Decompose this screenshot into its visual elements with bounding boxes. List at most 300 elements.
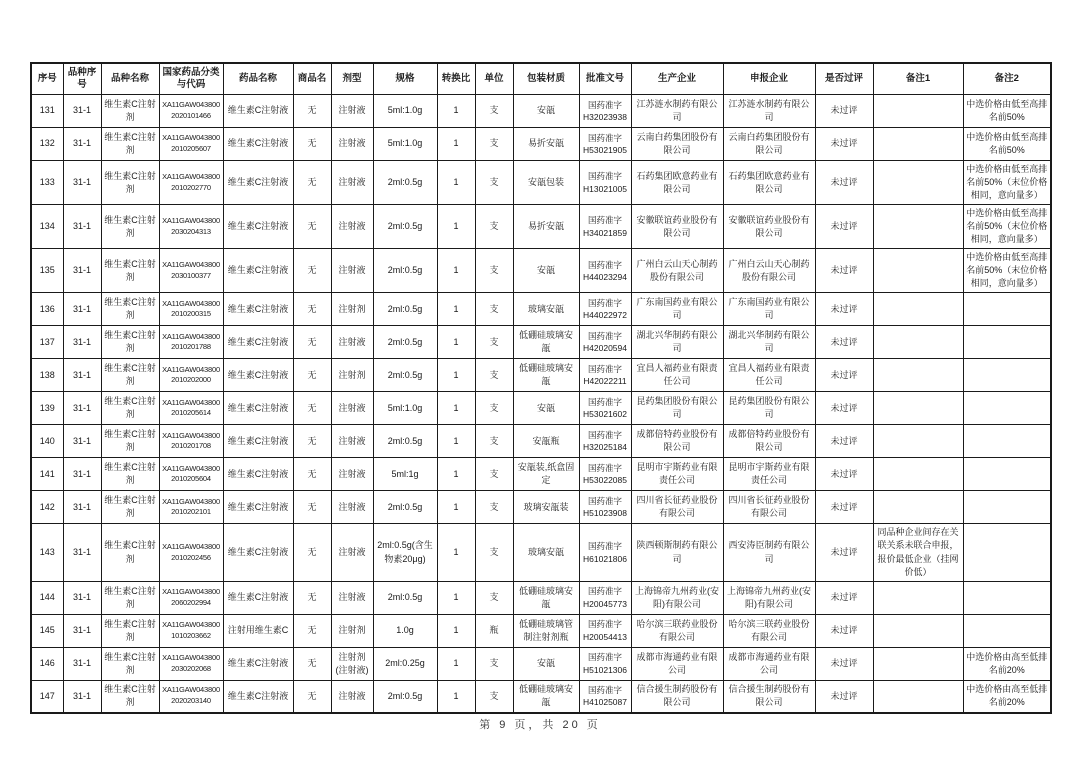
table-cell: 2ml:0.5g (373, 293, 437, 326)
table-cell (873, 680, 963, 713)
table-cell: 国药准字H42022211 (579, 359, 631, 392)
table-cell: 注射剂(注射液) (331, 647, 373, 680)
table-cell: 未过评 (815, 95, 873, 128)
table-cell: 维生素C注射液 (223, 524, 293, 581)
table-cell: 国药准字H53021905 (579, 128, 631, 161)
table-cell (873, 491, 963, 524)
table-cell: 维生素C注射液 (223, 458, 293, 491)
table-cell: 无 (293, 491, 331, 524)
table-cell: 支 (475, 647, 513, 680)
table-cell: 维生素C注射剂 (101, 425, 159, 458)
table-cell: 2ml:0.5g (373, 491, 437, 524)
table-cell: 1 (437, 647, 475, 680)
table-cell: 中选价格由低至高排名前50%（末位价格相同，意向量多） (963, 205, 1051, 249)
table-cell: 31-1 (63, 614, 101, 647)
table-cell: 31-1 (63, 205, 101, 249)
table-cell: 维生素C注射剂 (101, 95, 159, 128)
table-cell: 昆明市宇斯药业有限责任公司 (723, 458, 815, 491)
table-cell (963, 581, 1051, 614)
table-cell: XA11GAW043800 2010201708 (159, 425, 223, 458)
table-cell: XA11GAW043800 2030202068 (159, 647, 223, 680)
table-cell: 无 (293, 680, 331, 713)
table-cell (873, 326, 963, 359)
table-cell: 国药准字H34021859 (579, 205, 631, 249)
table-cell: 1 (437, 614, 475, 647)
table-cell: 维生素C注射剂 (101, 326, 159, 359)
table-cell: 未过评 (815, 524, 873, 581)
table-cell (873, 161, 963, 205)
table-cell: 西安涛臣制药有限公司 (723, 524, 815, 581)
table-cell: 142 (31, 491, 63, 524)
table-cell: 144 (31, 581, 63, 614)
table-cell: 国药准字H61021806 (579, 524, 631, 581)
table-cell: 无 (293, 524, 331, 581)
table-row (31, 524, 1051, 581)
table-cell: XA11GAW043800 2020101466 (159, 95, 223, 128)
table-cell: XA11GAW043800 2010201788 (159, 326, 223, 359)
table-cell: 广东南国药业有限公司 (723, 293, 815, 326)
table-cell: 上海锦帝九州药业(安阳)有限公司 (723, 581, 815, 614)
table-cell: 135 (31, 249, 63, 293)
column-header: 备注1 (873, 63, 963, 95)
table-cell: 无 (293, 392, 331, 425)
column-header: 药品名称 (223, 63, 293, 95)
column-header: 序号 (31, 63, 63, 95)
table-cell: 1 (437, 581, 475, 614)
table-cell: 无 (293, 249, 331, 293)
table-cell: 注射液 (331, 581, 373, 614)
table-cell: 31-1 (63, 128, 101, 161)
table-cell: 成都倍特药业股份有限公司 (631, 425, 723, 458)
table-cell: 瓶 (475, 614, 513, 647)
table-cell: 1 (437, 425, 475, 458)
table-cell: 132 (31, 128, 63, 161)
table-cell: 31-1 (63, 647, 101, 680)
table-cell: 2ml:0.5g (373, 359, 437, 392)
table-cell: 安瓿装,纸盒固定 (513, 458, 579, 491)
table-cell: 注射剂 (331, 359, 373, 392)
table-cell: 未过评 (815, 647, 873, 680)
table-cell: 未过评 (815, 458, 873, 491)
table-cell: 未过评 (815, 491, 873, 524)
table-cell: 140 (31, 425, 63, 458)
table-cell: 低硼硅玻璃安瓿 (513, 326, 579, 359)
column-header: 规格 (373, 63, 437, 95)
table-cell: 国药准字H20054413 (579, 614, 631, 647)
table-cell: 国药准字H53022085 (579, 458, 631, 491)
table-cell: 成都倍特药业股份有限公司 (723, 425, 815, 458)
table-cell: 2ml:0.5g (373, 581, 437, 614)
table-cell: 宜昌人福药业有限责任公司 (631, 359, 723, 392)
table-cell: 1 (437, 680, 475, 713)
table-cell: 陕西顿斯制药有限公司 (631, 524, 723, 581)
table-cell: 无 (293, 205, 331, 249)
table-cell: 安瓿 (513, 95, 579, 128)
table-cell: 无 (293, 95, 331, 128)
table-cell (963, 491, 1051, 524)
table-cell: 注射液 (331, 128, 373, 161)
table-cell: 支 (475, 205, 513, 249)
table-cell: 31-1 (63, 458, 101, 491)
table-cell: 5ml:1g (373, 458, 437, 491)
table-cell: 支 (475, 491, 513, 524)
table-cell: 安瓿 (513, 392, 579, 425)
table-cell: 注射液 (331, 524, 373, 581)
table-cell: 昆明市宇斯药业有限责任公司 (631, 458, 723, 491)
table-cell: 支 (475, 128, 513, 161)
table-cell: 1 (437, 392, 475, 425)
table-cell (873, 359, 963, 392)
table-cell: 未过评 (815, 581, 873, 614)
table-cell: 未过评 (815, 425, 873, 458)
table-cell: 国药准字H51021306 (579, 647, 631, 680)
column-header: 商品名 (293, 63, 331, 95)
table-cell: 石药集团欧意药业有限公司 (631, 161, 723, 205)
table-cell: 玻璃安瓿 (513, 293, 579, 326)
page-footer: 第 9 页，共 20 页 (479, 719, 601, 731)
table-cell: 注射剂 (331, 614, 373, 647)
table-cell: 1 (437, 293, 475, 326)
column-header: 单位 (475, 63, 513, 95)
table-cell: 31-1 (63, 95, 101, 128)
table-cell: 注射液 (331, 680, 373, 713)
table-cell: 支 (475, 581, 513, 614)
column-header: 生产企业 (631, 63, 723, 95)
column-header: 备注2 (963, 63, 1051, 95)
table-cell: 维生素C注射剂 (101, 205, 159, 249)
table-cell: 注射液 (331, 161, 373, 205)
table-cell: 1 (437, 458, 475, 491)
table-cell: 支 (475, 458, 513, 491)
table-cell: 5ml:1.0g (373, 392, 437, 425)
table-cell: 31-1 (63, 491, 101, 524)
table-cell: 维生素C注射液 (223, 95, 293, 128)
table-cell: 注射剂 (331, 293, 373, 326)
table-cell: 31-1 (63, 680, 101, 713)
table-cell: 维生素C注射剂 (101, 458, 159, 491)
table-cell: 国药准字H53021602 (579, 392, 631, 425)
table-cell: 维生素C注射液 (223, 249, 293, 293)
table-cell: 注射用维生素C (223, 614, 293, 647)
table-cell: 国药准字H44022972 (579, 293, 631, 326)
table-cell (873, 205, 963, 249)
table-cell (873, 128, 963, 161)
table-cell: 注射液 (331, 491, 373, 524)
table-cell: 31-1 (63, 392, 101, 425)
table-cell: XA11GAW043800 2060202994 (159, 581, 223, 614)
table-row (31, 293, 1051, 326)
table-cell: 5ml:1.0g (373, 128, 437, 161)
table-cell: 低硼硅玻璃安瓿 (513, 359, 579, 392)
table-cell: 广东南国药业有限公司 (631, 293, 723, 326)
table-cell: 支 (475, 425, 513, 458)
table-cell: 易折安瓿 (513, 205, 579, 249)
table-cell: 安瓿 (513, 647, 579, 680)
table-cell: 未过评 (815, 392, 873, 425)
table-cell (873, 647, 963, 680)
table-row (31, 128, 1051, 161)
table-cell: 石药集团欧意药业有限公司 (723, 161, 815, 205)
table-cell: 江苏涟水制药有限公司 (723, 95, 815, 128)
table-cell: 无 (293, 647, 331, 680)
table-cell: 1 (437, 249, 475, 293)
table-cell: 31-1 (63, 249, 101, 293)
table-cell: 支 (475, 392, 513, 425)
table-cell: 1.0g (373, 614, 437, 647)
table-cell: 注射液 (331, 425, 373, 458)
table-cell: 2ml:0.5g (373, 205, 437, 249)
table-cell: XA11GAW043800 2010205607 (159, 128, 223, 161)
table-cell: 注射液 (331, 326, 373, 359)
table-cell: 维生素C注射液 (223, 392, 293, 425)
table-cell: 未过评 (815, 205, 873, 249)
table-header-row (31, 63, 1051, 95)
table-cell: 昆药集团股份有限公司 (723, 392, 815, 425)
table-cell: 云南白药集团股份有限公司 (631, 128, 723, 161)
table-cell: 31-1 (63, 161, 101, 205)
table-cell: 国药准字H13021005 (579, 161, 631, 205)
table-cell: 无 (293, 359, 331, 392)
table-cell: 宜昌人福药业有限责任公司 (723, 359, 815, 392)
table-cell (963, 458, 1051, 491)
table-row (31, 425, 1051, 458)
table-cell: 维生素C注射液 (223, 161, 293, 205)
table-cell: 支 (475, 359, 513, 392)
table-cell: 中选价格由高至低排名前20% (963, 680, 1051, 713)
table-cell: 137 (31, 326, 63, 359)
table-cell: 维生素C注射剂 (101, 491, 159, 524)
drug-list-table (30, 62, 1052, 714)
column-header: 剂型 (331, 63, 373, 95)
table-cell: 广州白云山天心制药股份有限公司 (631, 249, 723, 293)
table-cell: 维生素C注射剂 (101, 581, 159, 614)
table-cell: 湖北兴华制药有限公司 (723, 326, 815, 359)
table-cell (963, 326, 1051, 359)
table-cell: 31-1 (63, 359, 101, 392)
table-row (31, 491, 1051, 524)
table-cell: 信合援生制药股份有限公司 (723, 680, 815, 713)
column-header: 是否过评 (815, 63, 873, 95)
table-cell (873, 95, 963, 128)
table-cell: 5ml:1.0g (373, 95, 437, 128)
table-cell (963, 425, 1051, 458)
table-cell: 未过评 (815, 249, 873, 293)
table-cell: 江苏涟水制药有限公司 (631, 95, 723, 128)
table-cell (963, 359, 1051, 392)
table-cell: 注射液 (331, 392, 373, 425)
table-cell: 无 (293, 161, 331, 205)
table-cell: 1 (437, 128, 475, 161)
table-cell: 131 (31, 95, 63, 128)
table-cell: 维生素C注射液 (223, 205, 293, 249)
table-cell: 138 (31, 359, 63, 392)
table-cell: 安瓿包装 (513, 161, 579, 205)
table-cell: 支 (475, 524, 513, 581)
table-cell: 无 (293, 293, 331, 326)
table-cell: 未过评 (815, 128, 873, 161)
table-row (31, 95, 1051, 128)
table-cell: XA11GAW043800 2020203140 (159, 680, 223, 713)
table-cell: 维生素C注射剂 (101, 161, 159, 205)
table-cell: 无 (293, 128, 331, 161)
table-cell: XA11GAW043800 2010202770 (159, 161, 223, 205)
table-cell (873, 249, 963, 293)
table-cell: 成都市海通药业有限公司 (631, 647, 723, 680)
table-cell: 2ml:0.5g(含生物素20μg) (373, 524, 437, 581)
table-cell: 注射液 (331, 458, 373, 491)
table-cell: 国药准字H20045773 (579, 581, 631, 614)
table-cell (963, 392, 1051, 425)
table-cell: 维生素C注射剂 (101, 524, 159, 581)
table-cell: 维生素C注射液 (223, 425, 293, 458)
table-cell (963, 614, 1051, 647)
table-cell: 昆药集团股份有限公司 (631, 392, 723, 425)
table-cell: 安瓿 (513, 249, 579, 293)
table-cell (873, 425, 963, 458)
table-cell: 支 (475, 249, 513, 293)
table-cell: 1 (437, 491, 475, 524)
table-cell (873, 293, 963, 326)
table-cell: 维生素C注射剂 (101, 680, 159, 713)
table-cell: 维生素C注射剂 (101, 614, 159, 647)
table-cell: 未过评 (815, 293, 873, 326)
table-cell: 注射液 (331, 205, 373, 249)
table-cell: 1 (437, 161, 475, 205)
table-row (31, 458, 1051, 491)
table-cell: 哈尔滨三联药业股份有限公司 (631, 614, 723, 647)
column-header: 品种序号 (63, 63, 101, 95)
table-cell: 未过评 (815, 161, 873, 205)
table-cell: 维生素C注射液 (223, 293, 293, 326)
table-cell: 维生素C注射剂 (101, 392, 159, 425)
table-cell: 31-1 (63, 425, 101, 458)
table-cell: 147 (31, 680, 63, 713)
table-cell: 141 (31, 458, 63, 491)
table-cell: 安徽联谊药业股份有限公司 (723, 205, 815, 249)
column-header: 批准文号 (579, 63, 631, 95)
table-cell: 2ml:0.5g (373, 326, 437, 359)
table-cell: XA11GAW043800 2010202000 (159, 359, 223, 392)
table-cell: 2ml:0.5g (373, 425, 437, 458)
table-cell: 133 (31, 161, 63, 205)
table-cell: 安徽联谊药业股份有限公司 (631, 205, 723, 249)
table-cell: 146 (31, 647, 63, 680)
column-header: 包装材质 (513, 63, 579, 95)
table-cell: 支 (475, 95, 513, 128)
table-cell: 中选价格由低至高排名前50%（末位价格相同，意向量多） (963, 249, 1051, 293)
table-cell: 维生素C注射液 (223, 581, 293, 614)
table-cell: XA11GAW043800 2030204313 (159, 205, 223, 249)
table-row (31, 205, 1051, 249)
column-header: 转换比 (437, 63, 475, 95)
table-cell: 无 (293, 458, 331, 491)
table-cell: 1 (437, 205, 475, 249)
table-cell: 支 (475, 326, 513, 359)
table-cell: 低硼硅玻璃管制注射剂瓶 (513, 614, 579, 647)
table-cell: 2ml:0.5g (373, 249, 437, 293)
table-cell: 哈尔滨三联药业股份有限公司 (723, 614, 815, 647)
table-cell: XA11GAW043800 2010202456 (159, 524, 223, 581)
table-row (31, 249, 1051, 293)
table-cell: 同品种企业间存在关联关系未联合申报，报价最低企业（挂网价低） (873, 524, 963, 581)
table-cell: 维生素C注射液 (223, 491, 293, 524)
table-cell: 易折安瓿 (513, 128, 579, 161)
table-cell: 中选价格由低至高排名前50%（末位价格相同，意向量多） (963, 161, 1051, 205)
table-cell: 支 (475, 680, 513, 713)
table-cell: 2ml:0.5g (373, 161, 437, 205)
table-cell (873, 581, 963, 614)
table-cell: 1 (437, 326, 475, 359)
column-header: 申报企业 (723, 63, 815, 95)
table-cell: 国药准字H41025087 (579, 680, 631, 713)
table-cell: 2ml:0.25g (373, 647, 437, 680)
table-cell: 低硼硅玻璃安瓿 (513, 680, 579, 713)
table-cell: 玻璃安瓿装 (513, 491, 579, 524)
table-cell: 中选价格由低至高排名前50% (963, 128, 1051, 161)
table-cell: 2ml:0.5g (373, 680, 437, 713)
table-cell: 1 (437, 524, 475, 581)
table-cell: 维生素C注射剂 (101, 293, 159, 326)
table-row (31, 647, 1051, 680)
table-cell: 无 (293, 581, 331, 614)
table-cell: 云南白药集团股份有限公司 (723, 128, 815, 161)
table-cell: XA11GAW043800 2010205604 (159, 458, 223, 491)
table-row (31, 614, 1051, 647)
table-cell: 四川省长征药业股份有限公司 (631, 491, 723, 524)
table-cell: 玻璃安瓿 (513, 524, 579, 581)
table-cell: 无 (293, 425, 331, 458)
table-cell: 31-1 (63, 326, 101, 359)
table-cell: 中选价格由低至高排名前50% (963, 95, 1051, 128)
table-cell (873, 614, 963, 647)
table-cell: 未过评 (815, 326, 873, 359)
table-cell: 低硼硅玻璃安瓿 (513, 581, 579, 614)
table-cell: 安瓿瓶 (513, 425, 579, 458)
table-row (31, 392, 1051, 425)
table-cell: 143 (31, 524, 63, 581)
table-cell: 未过评 (815, 680, 873, 713)
table-cell: 支 (475, 293, 513, 326)
table-cell: 国药准字H44023294 (579, 249, 631, 293)
table-cell: 145 (31, 614, 63, 647)
table-cell: 31-1 (63, 524, 101, 581)
table-cell: 无 (293, 326, 331, 359)
table-cell: 无 (293, 614, 331, 647)
table-cell: 31-1 (63, 293, 101, 326)
table-cell: 上海锦帝九州药业(安阳)有限公司 (631, 581, 723, 614)
table-cell: 31-1 (63, 581, 101, 614)
table-cell: 维生素C注射剂 (101, 359, 159, 392)
column-header: 国家药品分类与代码 (159, 63, 223, 95)
table-row (31, 326, 1051, 359)
table-cell: 维生素C注射液 (223, 128, 293, 161)
table-cell: 未过评 (815, 359, 873, 392)
table-cell: 湖北兴华制药有限公司 (631, 326, 723, 359)
table-cell: 维生素C注射剂 (101, 249, 159, 293)
table-cell: 广州白云山天心制药股份有限公司 (723, 249, 815, 293)
table-cell: 国药准字H32025184 (579, 425, 631, 458)
table-cell: 134 (31, 205, 63, 249)
table-cell: XA11GAW043800 2030100377 (159, 249, 223, 293)
table-cell (963, 293, 1051, 326)
table-cell: 注射液 (331, 95, 373, 128)
column-header: 品种名称 (101, 63, 159, 95)
table-cell (873, 458, 963, 491)
table-cell: 1 (437, 95, 475, 128)
table-cell: 未过评 (815, 614, 873, 647)
table-cell: 国药准字H32023938 (579, 95, 631, 128)
table-cell: XA11GAW043800 2010202101 (159, 491, 223, 524)
